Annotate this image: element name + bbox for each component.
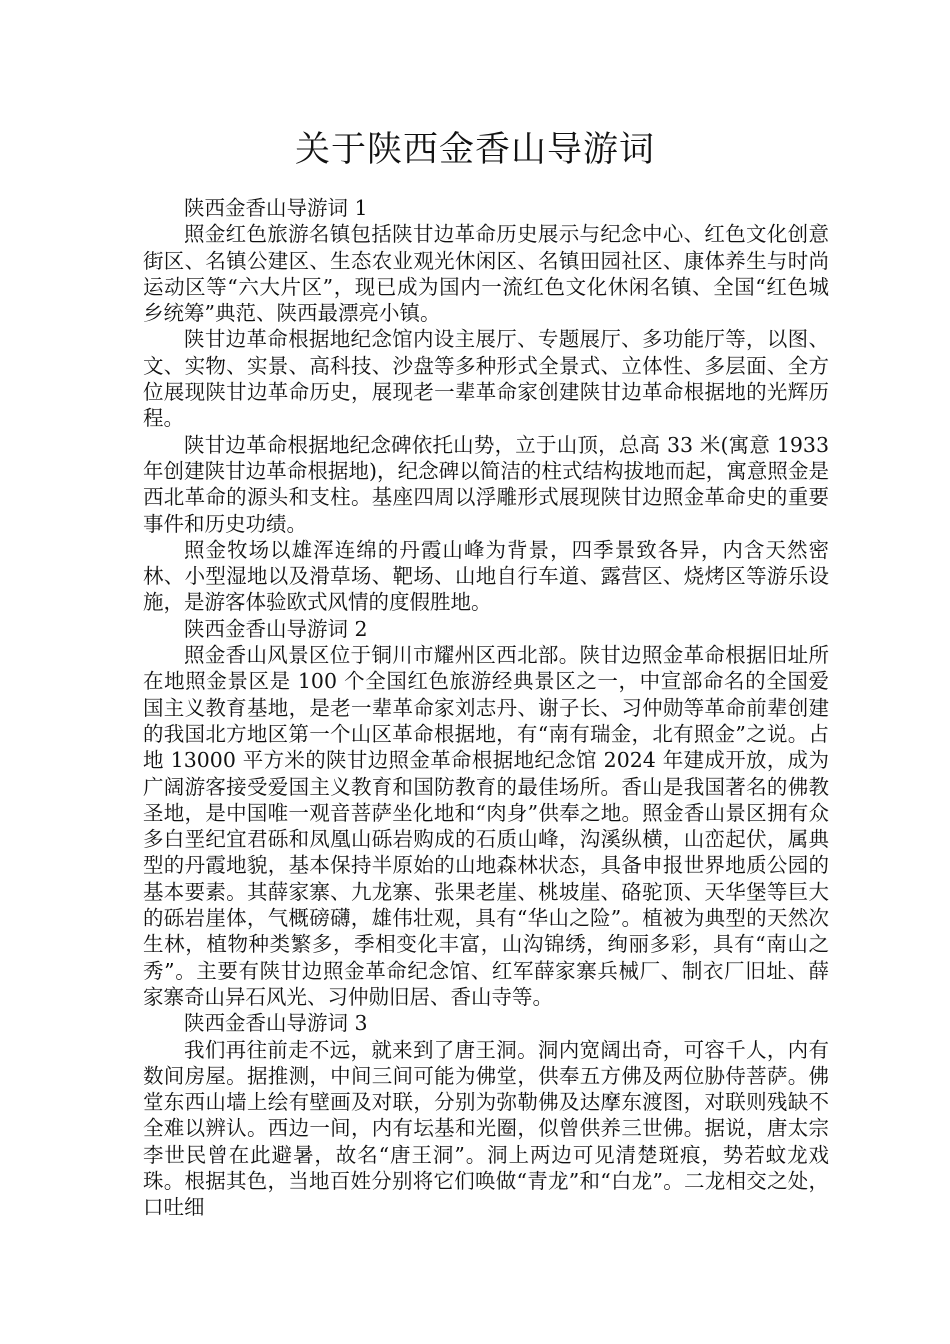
- section-heading-2: 陕西金香山导游词 2: [184, 616, 368, 641]
- paragraph: 我们再往前走不远，就来到了唐王洞。洞内宽阔出奇，可容千人，内有数间房屋。据推测，中间三间可能为佛堂，供奉五方佛及两位胁侍菩萨。佛堂东西山墙上绘有壁画及对联，分别为弥勒佛及达摩东渡图，对联则残缺不全难以辨认。西边一间，内有坛基和光圈，似曾供养三世佛。据说，唐太宗李世民曾在此避暑，故名“唐王洞”。洞上两边可见清楚斑痕，势若蚊龙戏珠。根据其色，当地百姓分别将它们唤做“青龙”和“白龙”。二龙相交之处，口吐细: [143, 1037, 829, 1220]
- paragraph: 照金牧场以雄浑连绵的丹霞山峰为背景，四季景致各异，内含天然密林、小型湿地以及滑草场、靶场、山地自行车道、露营区、烧烤区等游乐设施，是游客体验欧式风情的度假胜地。: [143, 537, 829, 615]
- section-heading-3: 陕西金香山导游词 3: [184, 1011, 368, 1036]
- paragraph: 照金香山风景区位于铜川市耀州区西北部。陕甘边照金革命根据旧址所在地照金景区是 100 个全国红色旅游经典景区之一，中宣部命名的全国爱国主义教育基地，是老一辈革命家刘志丹、谢子长、习仲勋等革命前辈创建的我国北方地区第一个山区革命根据地，有“南有瑞金，北有照金”之说。占地 13000 平方米的陕甘边照金革命根据地纪念馆 2024 年建成开放，成为广阔游客接受爱国主义教育和国防教育的最佳场所。香山是我国著名的佛教圣地，是中国唯一观音菩萨坐化地和“肉身”供奉之地。照金香山景区拥有众多白垩纪宜君砾和凤凰山砾岩购成的石质山峰，沟溪纵横，山峦起伏，属典型的丹霞地貌，基本保持半原始的山地森林状态，具备申报世界地质公园的基本要素。其薛家寨、九龙寨、张果老崖、桃坡崖、硌驼顶、天华堡等巨大的砾岩崖体，气概磅礴，雄伟壮观，具有“华山之险”。植被为典型的天然次生林，植物种类繁多，季相变化丰富，山沟锦绣，绚丽多彩，具有“南山之秀”。主要有陕甘边照金革命纪念馆、红军薛家寨兵械厂、制衣厂旧址、薛家寨奇山异石风光、习仲勋旧居、香山寺等。: [143, 643, 829, 1009]
- paragraph: 陕甘边革命根据地纪念馆内设主展厅、专题展厅、多功能厅等，以图、文、实物、实景、高科技、沙盘等多种形式全景式、立体性、多层面、全方位展现陕甘边革命历史，展现老一辈革命家创建陕甘边革命根据地的光辉历程。: [143, 327, 829, 431]
- paragraph: 照金红色旅游名镇包括陕甘边革命历史展示与纪念中心、红色文化创意街区、名镇公建区、生态农业观光休闲区、名镇田园社区、康体养生与时尚运动区等“六大片区”，现已成为国内一流红色文化休闲名镇、全国“红色城乡统筹”典范、陕西最漂亮小镇。: [143, 222, 829, 326]
- page-title: 关于陕西金香山导游词: [294, 130, 655, 170]
- document-body: [143, 195, 829, 1221]
- section-heading-1: 陕西金香山导游词 1: [184, 196, 368, 220]
- paragraph: 陕甘边革命根据地纪念碑依托山势，立于山顶，总高 33 米(寓意 1933 年创建陕甘边革命根据地)，纪念碑以简洁的柱式结构拔地而起，寓意照金是西北革命的源头和支柱。基座四周以浮雕形式展现陕甘边照金革命史的重要事件和历史功绩。: [143, 432, 829, 536]
